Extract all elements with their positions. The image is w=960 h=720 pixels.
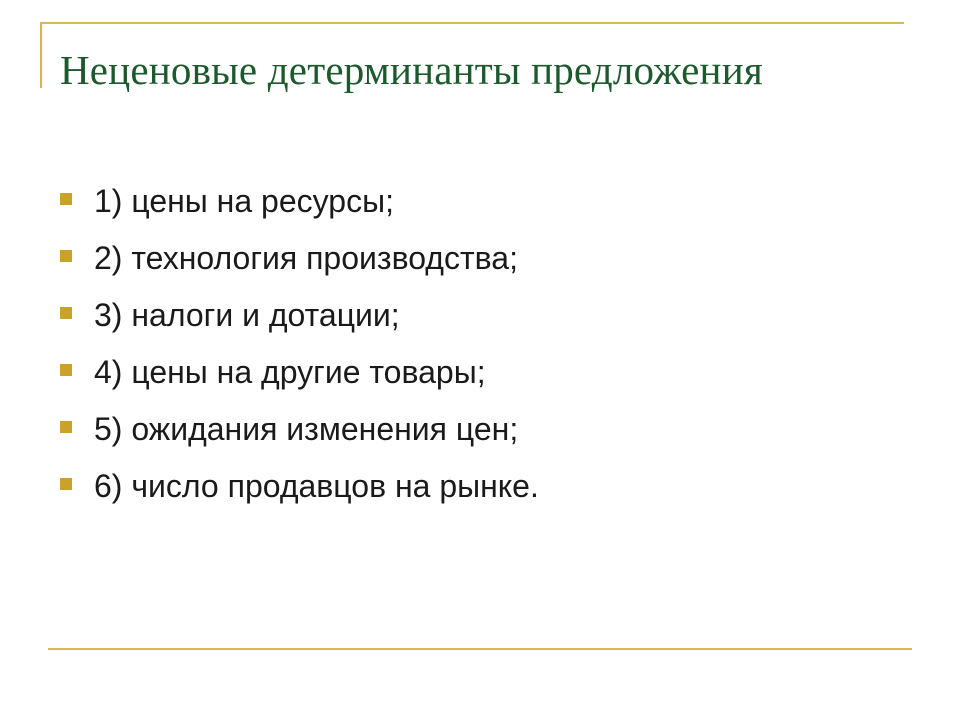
- square-bullet-icon: [60, 307, 72, 319]
- bullet-list: [60, 173, 539, 515]
- list-item-text: 6) число продавцов на рынке.: [94, 468, 539, 504]
- square-bullet-icon: [60, 421, 72, 433]
- list-item-text: 2) технология производства;: [94, 240, 518, 276]
- list-item-text: 4) цены на другие товары;: [94, 354, 486, 390]
- list-item: [60, 173, 539, 230]
- list-item-text: 3) налоги и дотации;: [94, 297, 400, 333]
- list-item: [60, 458, 539, 515]
- square-bullet-icon: [60, 250, 72, 262]
- list-item-text: 5) ожидания изменения цен;: [94, 411, 519, 447]
- list-item: [60, 230, 539, 287]
- list-item: [60, 287, 539, 344]
- list-item-text: 1) цены на ресурсы;: [94, 183, 394, 219]
- square-bullet-icon: [60, 364, 72, 376]
- frame-top-rule: [40, 22, 904, 24]
- list-item: [60, 344, 539, 401]
- square-bullet-icon: [60, 478, 72, 490]
- list-item: [60, 401, 539, 458]
- frame-bottom-rule: [48, 648, 912, 650]
- slide-title: Неценовые детерминанты предложения: [60, 47, 763, 93]
- square-bullet-icon: [60, 193, 72, 205]
- frame-left-rule: [40, 22, 42, 88]
